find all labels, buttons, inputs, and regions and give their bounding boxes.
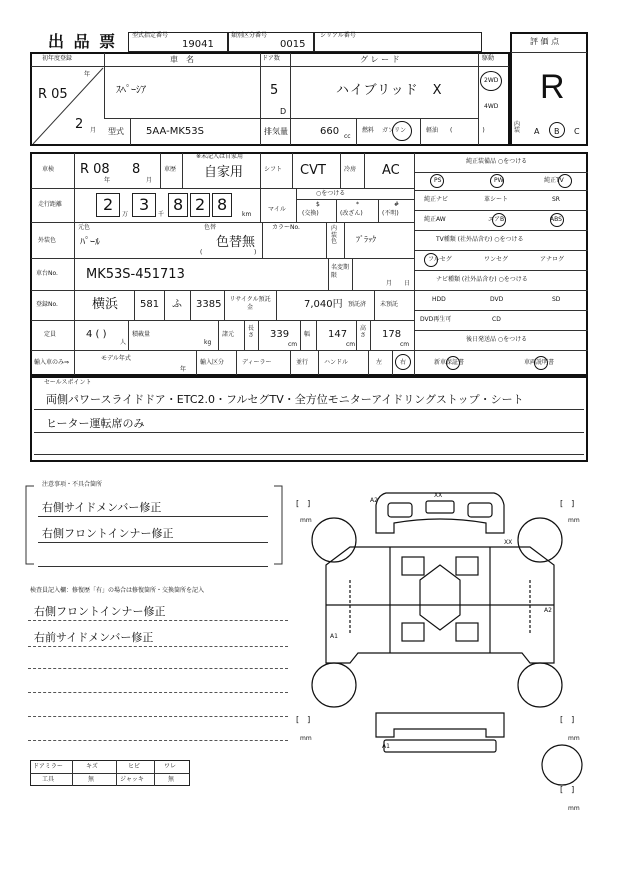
equip-line <box>414 172 588 173</box>
equip-line <box>414 250 588 251</box>
shift-label: シフト <box>264 166 283 173</box>
fullseg-circle <box>424 253 438 267</box>
tools-h4: ワレ <box>164 763 177 770</box>
handle-right-circle <box>395 354 411 370</box>
mark-a2-side: A2 <box>544 607 552 614</box>
cell-divider <box>224 290 225 320</box>
cell-divider <box>196 350 197 375</box>
length-label: 長さ <box>248 325 255 339</box>
mark-a1-side: A1 <box>330 633 338 640</box>
airbag-circle <box>492 213 506 227</box>
capacity-label: 定員 <box>44 331 57 338</box>
car-damage-diagram <box>290 485 610 815</box>
man-unit: 万 <box>122 211 129 218</box>
tire-depth-spare-unit: mm <box>568 805 580 812</box>
width-unit: cm <box>346 341 356 348</box>
equip-line <box>414 230 588 231</box>
fuel-circle <box>392 121 412 141</box>
cell-divider <box>378 199 379 222</box>
km-unit: km <box>242 211 252 218</box>
oil-paren: ( ) <box>450 127 485 134</box>
capacity-unit: 人 <box>120 339 127 346</box>
tools-divider <box>72 760 73 786</box>
equip-genuine-navi: 純正ナビ <box>424 196 449 203</box>
unknown-symbol: # <box>394 201 400 208</box>
dealer-label: ディーラー <box>242 359 272 366</box>
tools-v3: ジャッキ <box>120 776 144 783</box>
repair-line <box>28 692 288 693</box>
cell-divider <box>160 153 161 188</box>
drive-4wd: 4WD <box>484 103 499 110</box>
recycle-label: リサイクル預託金 <box>229 296 271 311</box>
type-no-value: 19041 <box>182 39 214 50</box>
info-row-line <box>31 290 414 291</box>
handle-right: 右 <box>400 359 407 366</box>
equip-genuine-aw: 純正AW <box>424 216 446 223</box>
year-unit: 年 <box>84 71 91 78</box>
import-class-label: 輸入区分 <box>200 359 225 366</box>
equip-airbag: エアB <box>488 216 505 223</box>
month-unit: 月 <box>90 127 97 134</box>
interior-b: B <box>554 127 560 136</box>
cell-divider <box>316 320 317 350</box>
import-year-unit: 年 <box>180 366 187 373</box>
sales-label: セールスポイント <box>44 379 92 386</box>
drive-label: 駆動 <box>482 55 495 62</box>
name-change-month: 月 <box>386 280 393 287</box>
cell-divider <box>134 290 135 320</box>
int-color-label: 内装色 <box>331 225 338 246</box>
history-value: 自家用 <box>204 165 244 180</box>
notes-label: 注意事項・不具合箇所 <box>42 481 103 488</box>
cell-divider <box>262 222 263 258</box>
notes-line <box>38 516 268 517</box>
recycle-amount: 7,040円 <box>304 299 343 310</box>
sales-line-2: ヒーター運転席のみ <box>46 417 145 430</box>
first-reg-month: 2 <box>75 117 84 132</box>
tire-rear-left <box>312 663 356 707</box>
size-label: 諸元 <box>222 331 235 338</box>
vin-label: 車台No. <box>36 270 58 277</box>
score-value: R <box>540 68 565 106</box>
cell-line <box>296 199 414 200</box>
length-value: 339 <box>270 329 290 340</box>
tire-depth-rl: [ ] <box>296 715 311 724</box>
mileage-digit: 3 <box>139 195 150 214</box>
navi-dvd-play: DVD再生可 <box>420 316 452 323</box>
later-header: 後日発送品 ○をつける <box>466 336 528 343</box>
row-divider <box>130 118 131 145</box>
cell-divider <box>276 290 277 320</box>
tools-line <box>30 773 190 774</box>
repaint-label: 色替 <box>204 224 217 231</box>
cell-divider <box>328 258 329 290</box>
equip-genuine-tv: 純正TV <box>544 177 564 184</box>
type-no-label: 型式指定番号 <box>132 32 169 39</box>
repair-line <box>28 668 288 669</box>
serial-label: シリアル番号 <box>320 32 356 39</box>
name-change-label: 名変期限 <box>331 264 350 279</box>
cell-divider <box>182 153 183 188</box>
sales-line <box>34 454 584 455</box>
cell-divider <box>374 290 375 320</box>
cell-divider <box>164 290 165 320</box>
tools-divider <box>154 760 155 786</box>
pw-circle <box>490 174 504 188</box>
mileage-digit: 2 <box>195 195 206 214</box>
info-row-line <box>31 222 414 223</box>
tire-depth-rr: [ ] <box>560 715 575 724</box>
vehicle-divider <box>104 53 105 118</box>
check-note: ○をつける <box>316 190 346 197</box>
repair-line <box>28 620 288 621</box>
repaint-value: 色替無 <box>216 235 256 250</box>
notes-line-1: 右側サイドメンバー修正 <box>42 501 162 514</box>
doors-label: ドア数 <box>262 55 280 62</box>
height-value: 178 <box>382 329 402 340</box>
cell-divider <box>258 320 259 350</box>
vehicle-line <box>104 118 478 119</box>
equip-line <box>414 330 588 331</box>
notes-line <box>38 566 268 567</box>
tv-fullseg: フルセグ <box>428 256 452 263</box>
handle-label: ハンドル <box>324 359 349 366</box>
vin-value: MK53S-451713 <box>86 267 185 282</box>
cell-divider <box>292 153 293 188</box>
reg-number: 3385 <box>196 299 222 310</box>
recycle-unpaid: 未預託 <box>380 301 399 308</box>
cell-divider <box>290 350 291 375</box>
later-manual: 車両説明書 <box>524 359 555 366</box>
model-year-label: モデル年式 <box>101 355 131 362</box>
tv-analog: アナログ <box>540 256 565 263</box>
history-note: ※未記入は自家用 <box>196 153 244 160</box>
inspection-label: 車検 <box>42 166 55 173</box>
inspection-month-unit: 月 <box>146 177 153 184</box>
equip-abs: ABS <box>550 216 562 223</box>
disp-label: 排気量 <box>264 127 288 136</box>
mileage-label: 走行距離 <box>38 201 63 208</box>
cell-divider <box>236 350 237 375</box>
load-label: 積載量 <box>132 331 151 338</box>
equip-leather: 革シート <box>484 196 509 203</box>
repair-line <box>28 740 288 741</box>
vehicle-divider <box>290 53 291 118</box>
equip-line <box>414 270 588 271</box>
equip-line <box>414 210 588 211</box>
manual-circle <box>534 356 548 370</box>
load-unit: kg <box>204 339 212 346</box>
sen-unit: 千 <box>158 211 165 218</box>
genuine-header: 純正装備品 ○をつける <box>466 158 528 165</box>
inspection-month: 8 <box>132 162 141 177</box>
cell-divider <box>300 320 301 350</box>
cell-divider <box>128 320 129 350</box>
equip-sr: SR <box>552 196 560 203</box>
cell-divider <box>190 290 191 320</box>
unknown-label: (不明) <box>382 210 399 217</box>
tools-h2: キズ <box>86 763 98 770</box>
equip-line <box>414 350 588 351</box>
sales-line-1: 両側パワースライドドア・ETC2.0・フルセグTV・全方位モニターアイドリングストップ・シート <box>46 393 524 406</box>
tools-h1: ドアミラー <box>33 763 63 770</box>
tools-h3: ヒビ <box>128 763 141 770</box>
score-divider <box>511 52 587 53</box>
mark-a1-bottom: A1 <box>382 743 390 750</box>
vehicle-divider <box>260 53 261 118</box>
row-divider <box>290 118 291 145</box>
later-warranty: 新車保証書 <box>434 359 465 366</box>
shift-value: CVT <box>300 163 326 178</box>
exterior-label: 外装色 <box>38 237 57 244</box>
info-row-line <box>31 188 414 189</box>
score-label: 評 価 点 <box>530 37 560 46</box>
history-label: 車歴 <box>164 166 177 173</box>
notes-line-2: 右側フロントインナー修正 <box>42 527 174 540</box>
disp-unit: cc <box>344 133 351 140</box>
cell-divider <box>364 153 365 188</box>
cell-divider <box>368 350 369 375</box>
info-row-line <box>31 350 414 351</box>
tire-depth-rr-unit: mm <box>568 735 580 742</box>
abs-circle <box>550 213 564 227</box>
tire-depth-fl: [ ] <box>296 499 311 508</box>
cell-divider <box>260 153 261 188</box>
equip-line <box>414 310 588 311</box>
repair-line-2: 右前サイドメンバー修正 <box>34 631 154 644</box>
navi-cd: CD <box>492 316 501 323</box>
info-row-line <box>31 258 414 259</box>
mileage-digit: 2 <box>103 195 114 214</box>
tire-spare <box>542 745 582 785</box>
cell-divider <box>296 188 297 222</box>
model-label: 型式 <box>108 127 124 136</box>
interior-a: A <box>534 127 540 136</box>
interior-c: C <box>574 127 580 136</box>
altered-label: (改ざん) <box>340 210 363 217</box>
info-divider <box>74 153 75 375</box>
height-label: 高さ <box>360 325 367 339</box>
mark-xx-side: XX <box>504 539 513 546</box>
notes-bracket <box>24 480 284 570</box>
car-name: ｽﾍﾟｰｼｱ <box>116 85 146 96</box>
handle-left: 左 <box>376 359 383 366</box>
row-divider <box>356 118 357 145</box>
cell-divider <box>260 188 261 222</box>
repair-line <box>28 716 288 717</box>
tools-v1: 工具 <box>42 776 55 783</box>
equip-ps: PS <box>434 177 442 184</box>
width-label: 幅 <box>304 331 311 338</box>
reg-area: 横浜 <box>92 297 119 312</box>
navi-sd: SD <box>552 296 561 303</box>
navi-header: ナビ種類 (社外品含む) ○をつける <box>436 276 528 283</box>
info-divider <box>414 153 415 375</box>
tv-header: TV種類 (社外品含む) ○をつける <box>436 236 524 243</box>
navi-hdd: HDD <box>432 296 446 303</box>
tire-front-right <box>518 518 562 562</box>
sales-line <box>34 432 584 433</box>
repair-line <box>28 646 288 647</box>
oil-label: 軽油 <box>426 127 439 134</box>
tire-depth-fr: [ ] <box>560 499 575 508</box>
drive-2wd-circle <box>480 71 502 91</box>
model-value: 5AA-MK53S <box>146 126 204 137</box>
parallel-label: 並行 <box>296 359 309 366</box>
mile-label: マイル <box>268 206 286 213</box>
door-d: D <box>280 107 287 116</box>
interior-b-circle <box>549 122 565 138</box>
grade-value: ハイブリッド X <box>336 83 443 98</box>
length-unit: cm <box>288 341 298 348</box>
door-count: 5 <box>270 83 279 98</box>
orig-color-value: ﾊﾟｰﾙ <box>80 237 100 248</box>
capacity-value: 4 ( ) <box>86 329 107 340</box>
tools-divider <box>116 760 117 786</box>
height-unit: cm <box>400 341 410 348</box>
grade-label: グ レ ー ド <box>360 55 400 64</box>
mark-a2-top: A2 <box>370 497 378 504</box>
cell-divider <box>344 222 345 258</box>
cell-divider <box>340 153 341 188</box>
first-reg-label: 初年度登録 <box>42 55 73 62</box>
color-no-label: カラーNo. <box>272 224 300 231</box>
cell-divider <box>326 222 327 258</box>
mark-xx-top: XX <box>434 492 443 499</box>
cell-divider <box>370 320 371 350</box>
reg-class: 581 <box>140 299 160 310</box>
genuine-tv-circle <box>558 174 572 188</box>
orig-color-label: 元色 <box>78 224 91 231</box>
repair-line-1: 右側フロントインナー修正 <box>34 605 166 618</box>
tire-front-left <box>312 518 356 562</box>
tire-depth-rl-unit: mm <box>300 735 312 742</box>
int-color-value: ﾌﾞﾗｯｸ <box>356 235 376 244</box>
navi-dvd: DVD <box>490 296 504 303</box>
reg-kana: ふ <box>172 299 182 310</box>
fuel-label: 燃料 <box>362 127 375 134</box>
mileage-digit: 8 <box>217 195 228 214</box>
altered-symbol: * <box>356 201 359 208</box>
equip-line <box>414 290 588 291</box>
name-change-day: 日 <box>404 280 411 287</box>
tire-depth-fl-unit: mm <box>300 517 312 524</box>
import-label: 輸入車のみ⇒ <box>34 359 70 366</box>
cooling-value: AC <box>382 163 400 178</box>
equip-pw: PW <box>494 177 504 184</box>
cell-divider <box>336 199 337 222</box>
class-no-label: 類別区分番号 <box>231 32 268 39</box>
sheet-title: 出 品 票 <box>48 32 118 51</box>
exchange-label: (交換) <box>302 210 319 217</box>
cell-divider <box>356 320 357 350</box>
tire-depth-spare: [ ] <box>560 785 575 794</box>
tire-depth-fr-unit: mm <box>568 517 580 524</box>
tools-v2: 無 <box>88 776 95 783</box>
notes-line <box>38 542 268 543</box>
fuel-gasoline: ガソリン <box>382 127 407 134</box>
equip-line <box>414 190 588 191</box>
class-no-value: 0015 <box>280 39 306 50</box>
exchange-symbol: $ <box>316 201 320 208</box>
disp-value: 660 <box>320 126 340 137</box>
cooling-label: 冷房 <box>344 166 357 173</box>
tv-oneseg: ワンセグ <box>484 256 509 263</box>
ps-circle <box>430 174 444 188</box>
cell-divider <box>244 320 245 350</box>
tools-v4: 無 <box>168 776 175 783</box>
sales-line <box>34 409 584 410</box>
row-divider <box>420 118 421 145</box>
reg-label: 登録No. <box>36 301 58 308</box>
cell-divider <box>318 350 319 375</box>
inspector-label: 検査員記入欄：修復歴「有」の場合は修復箇所・交換箇所を記入 <box>30 587 205 594</box>
name-label: 車 名 <box>170 55 194 64</box>
cell-divider <box>218 320 219 350</box>
interior-label: 内装 <box>514 121 521 134</box>
warranty-circle <box>446 356 460 370</box>
row-divider <box>260 118 261 145</box>
cell-divider <box>352 258 353 290</box>
tire-rear-right <box>518 663 562 707</box>
inspection-year-unit: 年 <box>104 177 111 184</box>
cell-divider <box>392 350 393 375</box>
width-value: 147 <box>328 329 348 340</box>
first-reg-year: R 05 <box>38 87 68 102</box>
mileage-digit: 8 <box>173 195 184 214</box>
drive-2wd: 2WD <box>484 77 499 84</box>
recycle-paid: 預託済 <box>348 301 367 308</box>
inspection-era: R 08 <box>80 162 110 177</box>
